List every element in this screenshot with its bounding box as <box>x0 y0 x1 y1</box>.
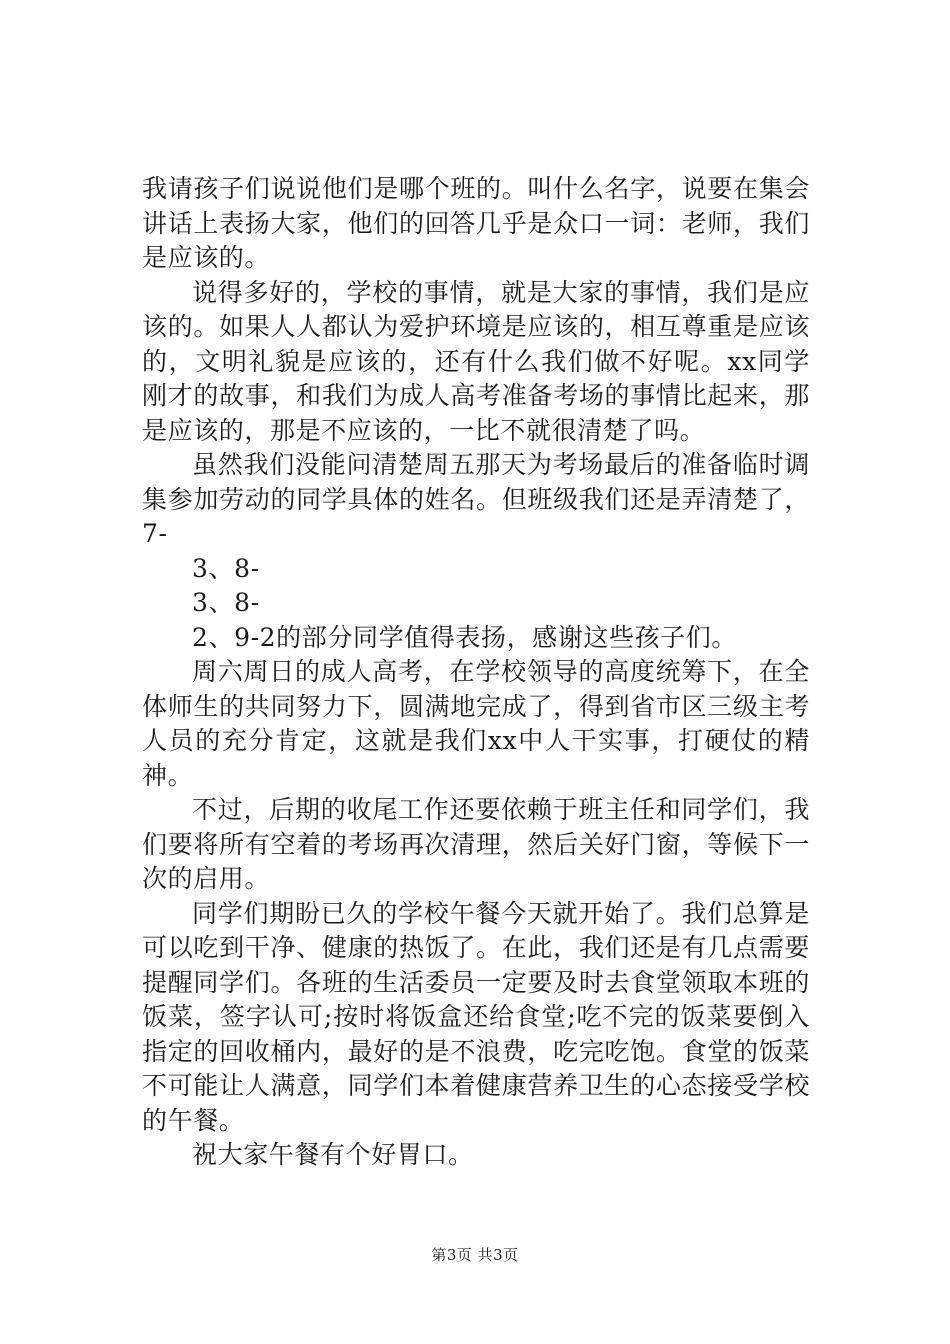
paragraph-5: 3、8- <box>192 588 260 617</box>
paragraph-2: 说得多好的，学校的事情，就是大家的事情，我们是应该的。如果人人都认为爱护环境是应该的，相互尊重是应该的，文明礼貌是应该的，还有什么我们做不好呢。xx同学刚才的故事，和我们为成人高考准备考场的事情比起来，那是应该的，那是不应该的，一比不就很清楚了吗。 <box>142 277 810 445</box>
paragraph-8: 不过，后期的收尾工作还要依赖于班主任和同学们，我们要将所有空着的考场再次清理，然后关好门窗，等候下一次的启用。 <box>142 795 810 893</box>
paragraph-6: 2、9-2的部分同学值得表扬，感谢这些孩子们。 <box>192 622 737 652</box>
document-body <box>142 172 810 1173</box>
paragraph-4: 3、8- <box>192 553 260 583</box>
paragraph-10: 祝大家午餐有个好胃口。 <box>192 1140 474 1169</box>
paragraph-9: 同学们期盼已久的学校午餐今天就开始了。我们总算是可以吃到干净、健康的热饭了。在此，我们还是有几点需要提醒同学们。各班的生活委员一定要及时去食堂领取本班的饭菜，签字认可;按时将饭盒还给食堂;吃不完的饭菜要倒入指定的回收桶内，最好的是不浪费，吃完吃饱。食堂的饭菜不可能让人满意，同学们本着健康营养卫生的心态接受学校的午餐。 <box>142 898 810 1135</box>
page-footer <box>0 1244 950 1265</box>
paragraph-3: 虽然我们没能问清楚周五那天为考场最后的准备临时调集参加劳动的同学具体的姓名。但班级我们还是弄清楚了，7- <box>142 450 810 548</box>
paragraph-1: 我请孩子们说说他们是哪个班的。叫什么名字，说要在集会讲话上表扬大家，他们的回答几乎是众口一词：老师，我们是应该的。 <box>142 174 810 272</box>
paragraph-7: 周六周日的成人高考，在学校领导的高度统筹下，在全体师生的共同努力下，圆满地完成了，得到省市区三级主考人员的充分肯定，这就是我们xx中人干实事，打硬仗的精神。 <box>142 657 810 790</box>
page-number-label: 第3页 共3页 <box>431 1246 519 1264</box>
